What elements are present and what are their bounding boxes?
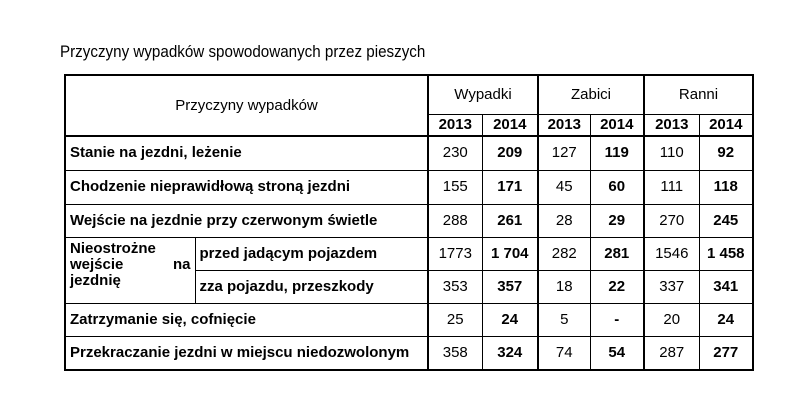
cell: 1 458 (699, 237, 753, 270)
cell: 1 704 (482, 237, 538, 270)
group-label-word: wejście (70, 255, 124, 273)
group-label-line: Nieostrożne (70, 239, 156, 257)
cell: 277 (699, 336, 753, 370)
cell: 337 (644, 270, 699, 303)
cell: 60 (590, 170, 644, 204)
cell: 261 (482, 204, 538, 237)
table-row (65, 204, 753, 237)
header-group-wypadki: Wypadki (428, 75, 538, 114)
cell: 22 (590, 270, 644, 303)
year-header: 2014 (482, 114, 538, 136)
year-header: 2013 (538, 114, 590, 136)
row-label: Chodzenie nieprawidłową stroną jezdni (65, 170, 428, 204)
row-label: zza pojazdu, przeszkody (195, 270, 428, 303)
cell: 20 (644, 303, 699, 336)
table-row (65, 237, 753, 270)
cell: 270 (644, 204, 699, 237)
cell: 92 (699, 136, 753, 170)
cell: 18 (538, 270, 590, 303)
cell: 28 (538, 204, 590, 237)
cell: 119 (590, 136, 644, 170)
cell: 25 (428, 303, 482, 336)
row-label: Przekraczanie jezdni w miejscu niedozwolonym (65, 336, 428, 370)
table-row (65, 303, 753, 336)
cell: 209 (482, 136, 538, 170)
cell: 245 (699, 204, 753, 237)
cell: 110 (644, 136, 699, 170)
cell: 357 (482, 270, 538, 303)
group-label-word: na (172, 255, 191, 273)
header-causes: Przyczyny wypadków (65, 75, 428, 136)
group-label-line: jezdnię (70, 271, 121, 289)
cell: 281 (590, 237, 644, 270)
year-header: 2013 (428, 114, 482, 136)
group-label-line (70, 257, 191, 273)
table-row (65, 170, 753, 204)
row-label: Zatrzymanie się, cofnięcie (65, 303, 428, 336)
cell: 282 (538, 237, 590, 270)
table-row (65, 336, 753, 370)
row-label: Wejście na jezdnie przy czerwonym świetle (65, 204, 428, 237)
cell: 1546 (644, 237, 699, 270)
cell: 288 (428, 204, 482, 237)
cell: 287 (644, 336, 699, 370)
cell: 111 (644, 170, 699, 204)
cell: 341 (699, 270, 753, 303)
cell: 118 (699, 170, 753, 204)
header-group-ranni: Ranni (644, 75, 753, 114)
header-group-zabici: Zabici (538, 75, 644, 114)
cell: 155 (428, 170, 482, 204)
cell: 1773 (428, 237, 482, 270)
cell: 5 (538, 303, 590, 336)
cell: 24 (482, 303, 538, 336)
cell: 29 (590, 204, 644, 237)
table-row (65, 136, 753, 170)
cell: 230 (428, 136, 482, 170)
cell: 171 (482, 170, 538, 204)
cell: 324 (482, 336, 538, 370)
cell: 358 (428, 336, 482, 370)
group-label-nieostrozne (65, 237, 195, 303)
year-header: 2014 (699, 114, 753, 136)
cell: 54 (590, 336, 644, 370)
row-label: przed jadącym pojazdem (195, 237, 428, 270)
accidents-table (64, 74, 754, 371)
cell: 24 (699, 303, 753, 336)
cell: 127 (538, 136, 590, 170)
year-header: 2014 (590, 114, 644, 136)
year-header: 2013 (644, 114, 699, 136)
cell: - (590, 303, 644, 336)
cell: 45 (538, 170, 590, 204)
row-label: Stanie na jezdni, leżenie (65, 136, 428, 170)
page-title: Przyczyny wypadków spowodowanych przez pieszych (60, 43, 426, 61)
cell: 74 (538, 336, 590, 370)
cell: 353 (428, 270, 482, 303)
